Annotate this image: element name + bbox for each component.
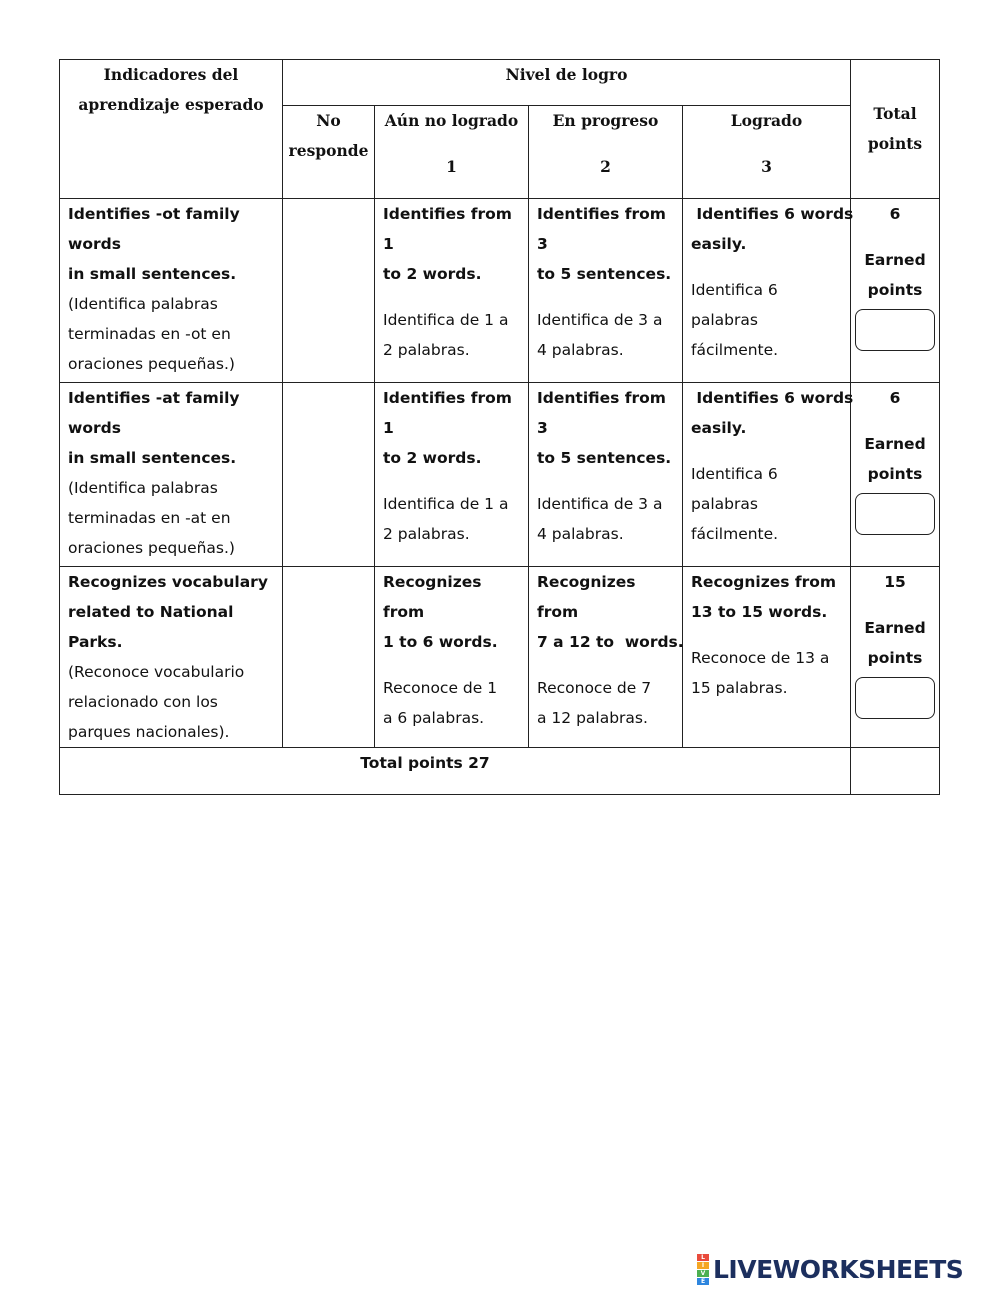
level-1-cell: Recognizes from 1 to 6 words. Reconoce de 1 a 6 palabras. bbox=[375, 567, 529, 748]
total-points-label: Total points 27 bbox=[60, 748, 851, 795]
level-1-cell: Identifies from 1 to 2 words. Identifica de 1 a 2 palabras. bbox=[375, 383, 529, 567]
table-row bbox=[60, 383, 940, 567]
header-total-points: Total points bbox=[851, 60, 940, 199]
brand-name: LIVEWORKSHEETS bbox=[713, 1254, 964, 1284]
indicator-cell: Identifies -ot family words in small sentences. (Identifica palabras terminadas en -ot en oraciones pequeñas.) bbox=[60, 199, 283, 383]
earned-points-input[interactable] bbox=[855, 309, 935, 351]
level-1-cell: Identifies from 1 to 2 words. Identifica de 1 a 2 palabras. bbox=[375, 199, 529, 383]
header-logrado: Logrado 3 bbox=[683, 106, 851, 199]
rubric-table bbox=[59, 59, 940, 795]
no-responde-cell bbox=[283, 383, 375, 567]
header-level: Nivel de logro bbox=[283, 60, 851, 106]
total-points-cell: 6 Earned points bbox=[851, 199, 940, 383]
header-aun-no-logrado: Aún no logrado 1 bbox=[375, 106, 529, 199]
total-row bbox=[60, 748, 940, 795]
max-points: 6 bbox=[889, 205, 901, 223]
grand-total-cell bbox=[851, 748, 940, 795]
logo-icon: L I V E bbox=[697, 1254, 709, 1285]
no-responde-cell bbox=[283, 567, 375, 748]
level-2-cell: Identifies from 3 to 5 sentences. Identifica de 3 a 4 palabras. bbox=[529, 383, 683, 567]
earned-points-input[interactable] bbox=[855, 493, 935, 535]
no-responde-cell bbox=[283, 199, 375, 383]
liveworksheets-logo bbox=[697, 1253, 963, 1285]
level-3-cell: Identifies 6 words easily. Identifica 6 palabras fácilmente. bbox=[683, 383, 851, 567]
indicator-cell: Identifies -at family words in small sentences. (Identifica palabras terminadas en -at en oraciones pequeñas.) bbox=[60, 383, 283, 567]
max-points: 6 bbox=[889, 389, 901, 407]
table-row bbox=[60, 199, 940, 383]
total-points-cell: 15 Earned points bbox=[851, 567, 940, 748]
max-points: 15 bbox=[884, 573, 906, 591]
table-row bbox=[60, 567, 940, 748]
level-3-cell: Identifies 6 words easily. Identifica 6 palabras fácilmente. bbox=[683, 199, 851, 383]
header-en-progreso: En progreso 2 bbox=[529, 106, 683, 199]
header-indicators: Indicadores del aprendizaje esperado bbox=[60, 60, 283, 199]
header-no-responde: No responde bbox=[283, 106, 375, 199]
level-3-cell: Recognizes from 13 to 15 words. Reconoce de 13 a 15 palabras. bbox=[683, 567, 851, 748]
earned-points-input[interactable] bbox=[855, 677, 935, 719]
level-2-cell: Identifies from 3 to 5 sentences. Identifica de 3 a 4 palabras. bbox=[529, 199, 683, 383]
indicator-cell: Recognizes vocabulary related to National Parks. (Reconoce vocabulario relacionado con los parques nacionales). bbox=[60, 567, 283, 748]
total-points-cell: 6 Earned points bbox=[851, 383, 940, 567]
level-2-cell: Recognizes from 7 a 12 to words. Reconoce de 7 a 12 palabras. bbox=[529, 567, 683, 748]
